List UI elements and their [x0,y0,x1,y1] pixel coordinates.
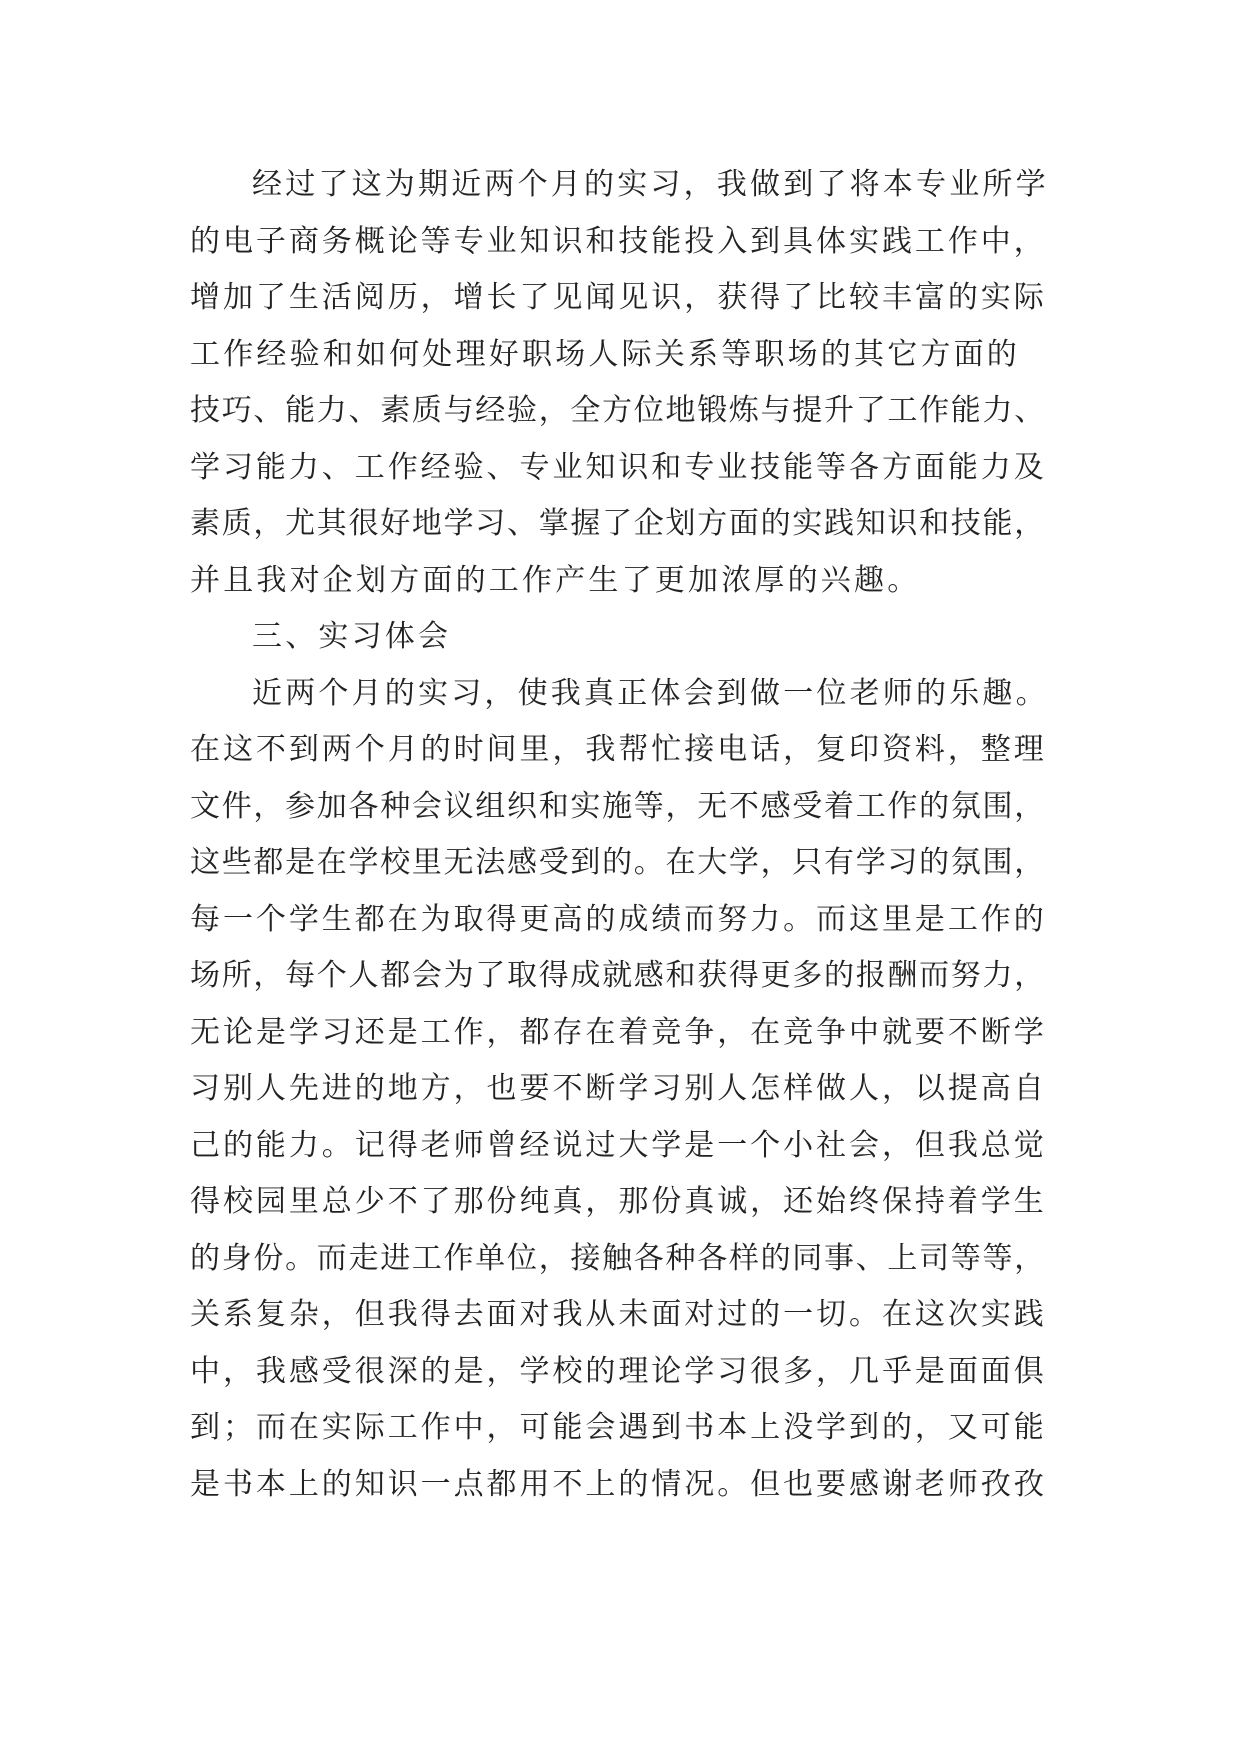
text-line: 近两个月的实习，使我真正体会到做一位老师的乐趣。 [252,675,1049,711]
text-line: 文件，参加各种会议组织和实施等，无不感受着工作的氛围， [190,788,1046,824]
text-line: 的电子商务概论等专业知识和技能投入到具体实践工作中， [190,223,1047,259]
text-line: 无论是学习还是工作，都存在着竞争，在竞争中就要不断学 [190,1014,1047,1050]
text-line: 技巧、能力、素质与经验，全方位地锻炼与提升了工作能力、 [190,393,1046,428]
text-line: 每一个学生都在为取得更高的成绩而努力。而这里是工作的 [190,901,1047,937]
text-line: 学习能力、工作经验、专业知识和专业技能等各方面能力及 [190,449,1047,485]
text-line: 素质，尤其很好地学习、掌握了企划方面的实践知识和技能， [190,506,1046,541]
text-line: 己的能力。记得老师曾经说过大学是一个小社会，但我总觉 [190,1127,1047,1163]
body-text [190,157,1050,1513]
text-line: 得校园里总少不了那份纯真，那份真诚，还始终保持着学生 [190,1184,1047,1219]
text-line: 三、实习体会 [252,619,452,654]
text-line: 这些都是在学校里无法感受到的。在大学，只有学习的氛围， [190,845,1046,880]
text-line: 是书本上的知识一点都用不上的情况。但也要感谢老师孜孜 [190,1466,1047,1502]
text-line: 增加了生活阅历，增长了见闻见识，获得了比较丰富的实际 [190,280,1047,315]
text-line: 场所，每个人都会为了取得成就感和获得更多的报酬而努力， [190,958,1046,993]
text-line: 习别人先进的地方，也要不断学习别人怎样做人，以提高自 [190,1071,1047,1106]
text-line: 中，我感受很深的是，学校的理论学习很多，几乎是面面俱 [190,1353,1047,1389]
text-line: 在这不到两个月的时间里，我帮忙接电话，复印资料，整理 [190,732,1047,767]
text-line: 到；而在实际工作中，可能会遇到书本上没学到的，又可能 [190,1410,1047,1445]
text-line: 并且我对企划方面的工作产生了更加浓厚的兴趣。 [190,562,921,598]
text-line: 工作经验和如何处理好职场人际关系等职场的其它方面的 [190,336,1020,372]
text-line: 的身份。而走进工作单位，接触各种各样的同事、上司等等， [190,1240,1046,1276]
text-line: 经过了这为期近两个月的实习，我做到了将本专业所学 [252,167,1049,202]
text-line: 关系复杂，但我得去面对我从未面对过的一切。在这次实践 [190,1297,1047,1332]
